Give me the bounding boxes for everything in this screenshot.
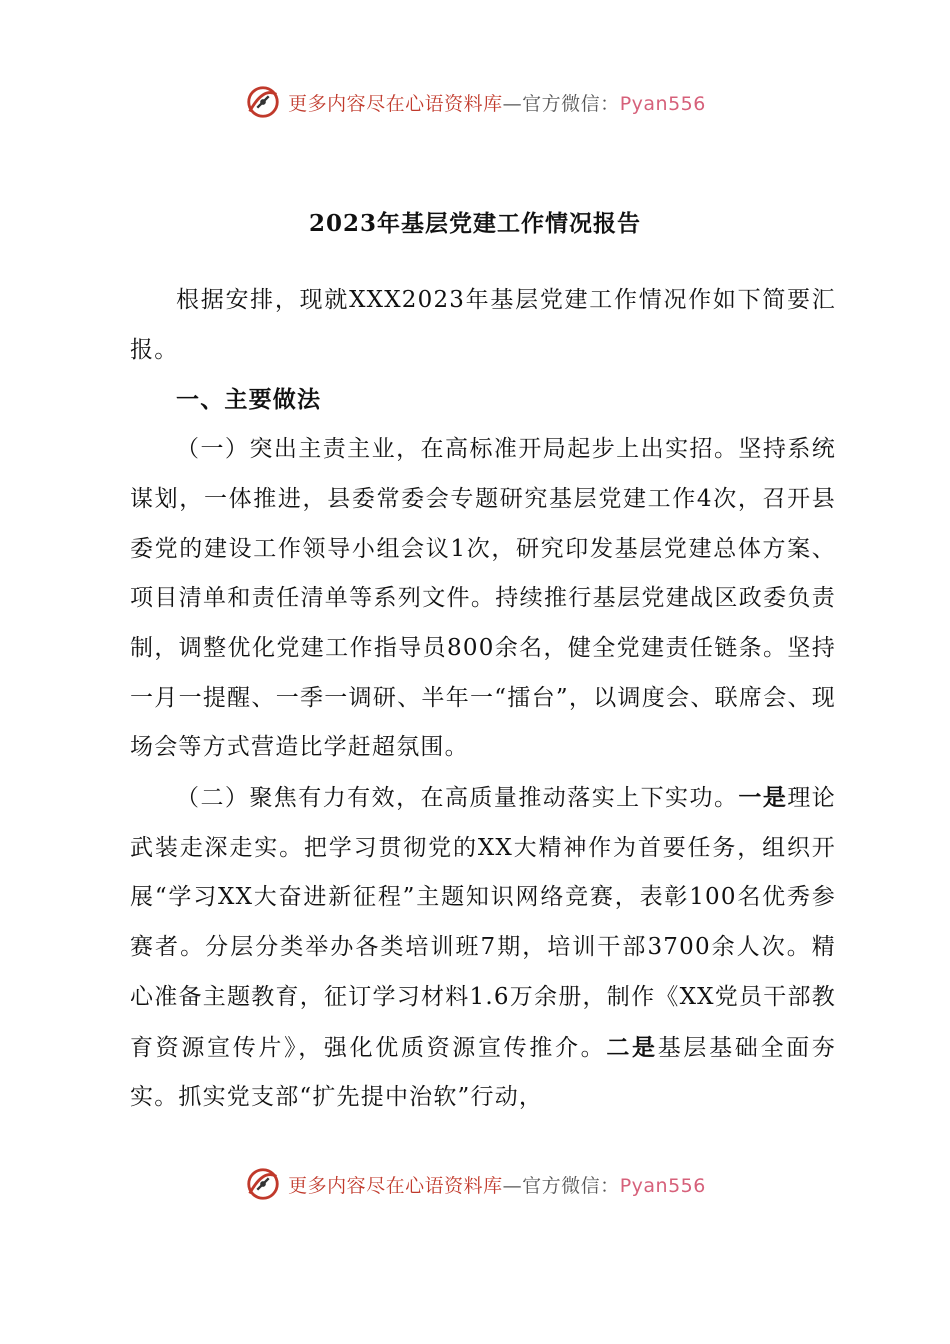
wechat-label: 官方微信： [522,1174,620,1197]
point-1-text: 理论武装走深走实。把学习贯彻党的XX大精神作为首要任务，组织开展“学习XX大奋进新征程”主题知识网络竞赛，表彰100名优秀参赛者。分层分类举办各类培训班7期，培训干部3700余人次。精心准备主题教育，征订学习材料1.6万余册，制作《XX党员干部教育资源宣传片》，强化优质资源宣传推介。 [130,785,836,1061]
point-1-label: 一是 [738,784,788,812]
watermark-banner-top [0,80,950,124]
watermark-banner-bottom [0,1162,950,1206]
intro-paragraph: 根据安排，现就XXX2023年基层党建工作情况作如下简要汇报。 [130,287,836,363]
logo-icon [244,83,282,121]
point-2-text: 基层基础全面夯实。抓实党支部“扩先提中治软”行动， [130,1034,836,1111]
section-heading: 一、主要做法 [176,386,322,414]
paragraph-2 [130,773,836,1123]
wechat-label: 官方微信： [522,92,620,115]
paragraph-2-lead: （二）聚焦有力有效，在高质量推动落实上下实功。 [176,785,739,812]
document-title: 2023年基层党建工作情况报告 [308,210,641,237]
wechat-id: Pyan556 [619,92,706,115]
watermark-separator: — [502,92,523,115]
watermark-text: 更多内容尽在心语资料库 [288,92,503,115]
watermark-text: 更多内容尽在心语资料库 [288,1174,503,1197]
paragraph-1: （一）突出主责主业，在高标准开局起步上出实招。坚持系统谋划，一体推进，县委常委会专题研究基层党建工作4次，召开县委党的建设工作领导小组会议1次，研究印发基层党建总体方案、项目清单和责任清单等系列文件。持续推行基层党建战区政委负责制，调整优化党建工作指导员800余名，健全党建责任链条。坚持一月一提醒、一季一调研、半年一“擂台”，以调度会、联席会、现场会等方式营造比学赶超氛围。 [130,436,836,761]
logo-icon [244,1165,282,1203]
document-body [130,276,836,1123]
point-2-label: 二是 [606,1033,658,1061]
wechat-id: Pyan556 [619,1174,706,1197]
watermark-separator: — [502,1174,523,1197]
